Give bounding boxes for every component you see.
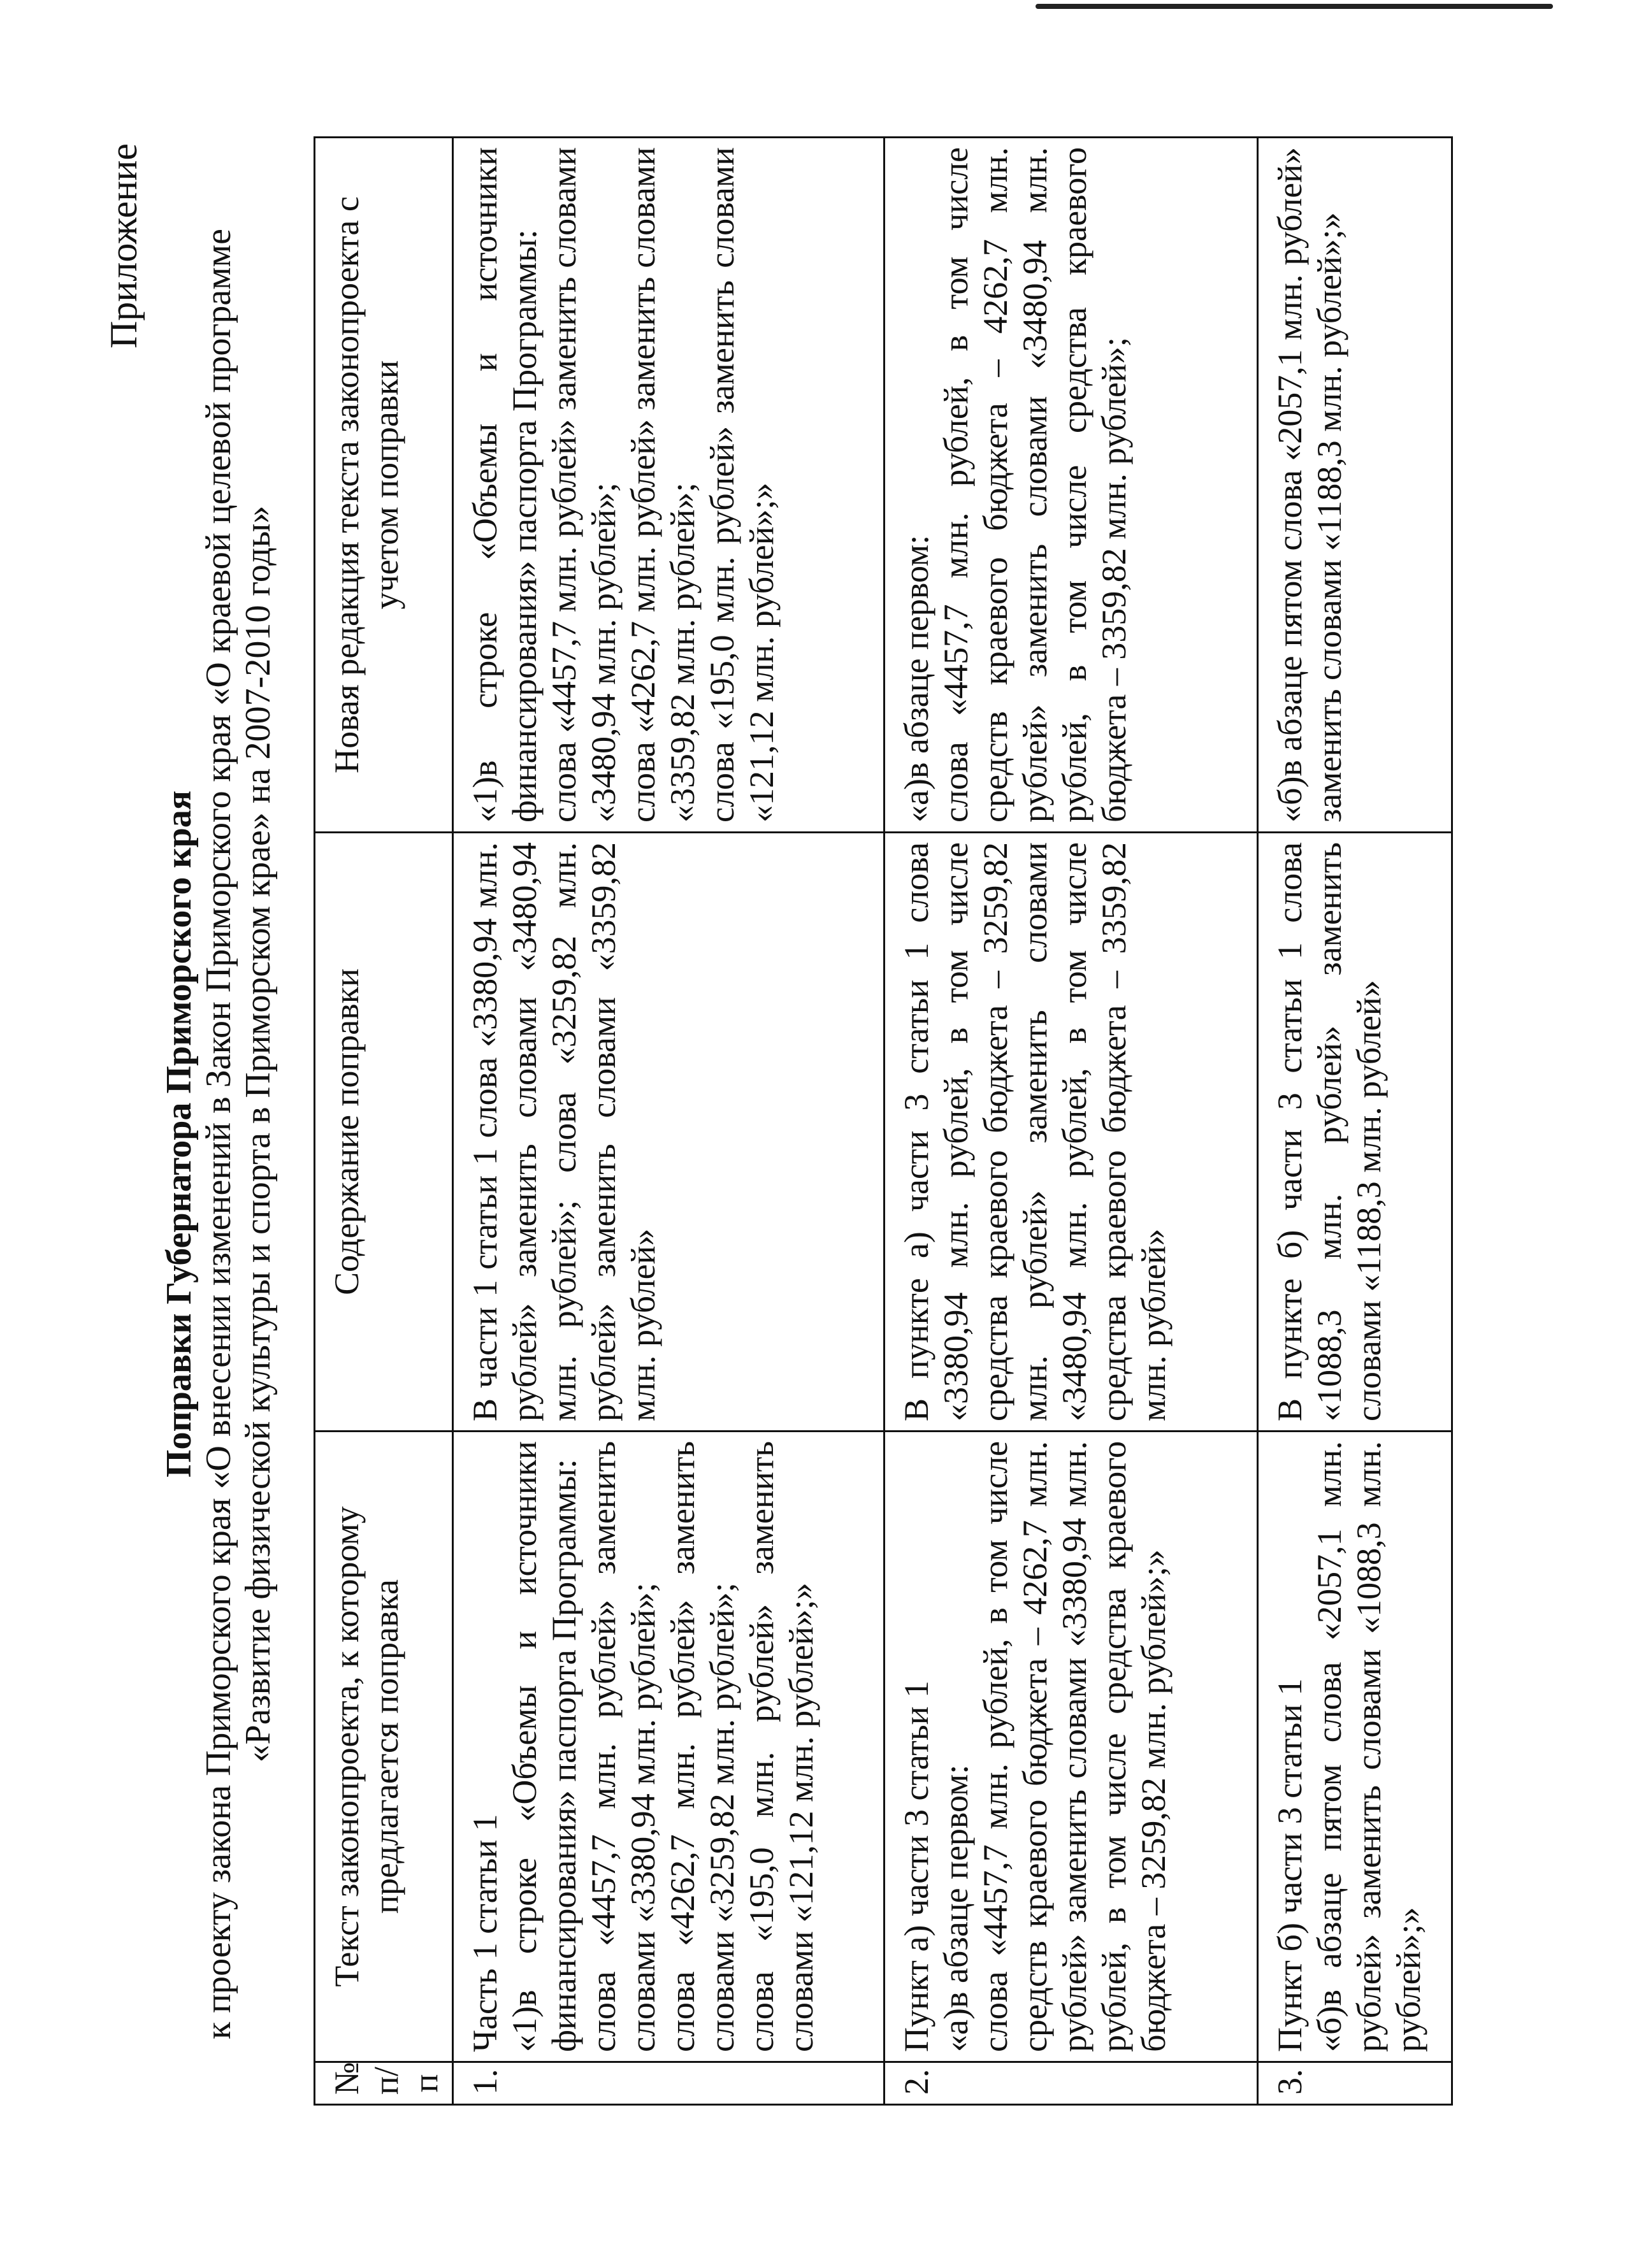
cell-paragraph: «1)в строке «Объемы и источники финансирования» паспорта Программы: [505,1441,583,2052]
table-row [884,138,1258,2105]
table-row [453,138,884,2105]
cell-paragraph: Пункт а) части 3 статьи 1 [897,1681,935,2052]
cell-paragraph: Пункт б) части 3 статьи 1 [1271,1678,1309,2052]
cell-new [453,138,884,833]
cell-paragraph: «б)в абзаце пятом слова «2057,1 млн. рублей» заменить словами «1088,3 млн. рублей»;» [1310,1441,1427,2052]
cell-num: 3. [1258,2062,1452,2105]
header-content: Содержание поправки [315,833,453,1432]
cell-text [884,1432,1258,2062]
cell-paragraph: Часть 1 статьи 1 [466,1814,504,2052]
table-row [1258,138,1452,2105]
cell-paragraph: слова «4457,7 млн. рублей» заменить словами «3480,94 млн. рублей»; [545,147,623,822]
cell-paragraph: слова «195,0 млн. рублей» заменить словами «121,12 млн. рублей»;» [742,1441,820,2052]
cell-new [1258,138,1452,833]
cell-num: 1. [453,2062,884,2105]
cell-paragraph: слова «4457,7 млн. рублей, в том числе средств краевого бюджета – 4262,7 млн. рублей» заменить словами «3380,94 млн. рублей, в том числе средства краевого бюджета – 3259,82 млн. рублей»;» [976,1441,1173,2052]
cell-new [884,138,1258,833]
cell-paragraph: слова «4457,7 млн. рублей, в том числе средств краевого бюджета – 4262,7 млн. рублей» заменить словами «3480,94 млн. рублей, в том числе средства краевого бюджета – 3359,82 млн. рублей»; [937,147,1133,822]
cell-text [1258,1432,1452,2062]
cell-paragraph: В части 1 статьи 1 слова «3380,94 млн. рублей» заменить словами «3480,94 млн. рублей»; слова «3259,82 млн. рублей» заменить словами «3359,82 млн. рублей» [466,842,662,1421]
table-header-row [315,138,453,2105]
cell-paragraph: «а)в абзаце первом: [897,535,935,822]
amendments-table [314,136,1453,2106]
cell-paragraph: слова «4262,7 млн. рублей» заменить словами «3259,82 млн. рублей»; [663,1441,741,2052]
appendix-label: Приложение [103,143,145,349]
cell-content [884,833,1258,1432]
header-new: Новая редакция текста законопроекта с учетом поправки [315,138,453,833]
cell-paragraph: В пункте а) части 3 статьи 1 слова «3380,94 млн. рублей, в том числе средства краевого бюджета – 3259,82 млн. рублей» заменить словами «3480,94 млн. рублей, в том числе средства краевого бюджета – 3359,82 млн. рублей» [897,842,1173,1421]
cell-paragraph: «б)в абзаце пятом слова «2057,1 млн. рублей» заменить словами «1188,3 млн. рублей»;» [1271,147,1348,822]
cell-paragraph: слова «4262,7 млн. рублей» заменить словами «3359,82 млн. рублей»; [624,147,702,822]
header-num: № п/п [315,2062,453,2105]
title-line-3: «Развитие физической культуры и спорта в Приморском крае» на 2007-2010 годы» [238,505,278,1763]
cell-content [1258,833,1452,1432]
cell-paragraph: «а)в абзаце первом: [937,1764,975,2052]
cell-paragraph: В пункте б) части 3 статьи 1 слова «1088,3 млн. рублей» заменить словами «1188,3 млн. рублей» [1271,842,1388,1421]
cell-content [453,833,884,1432]
document-title [159,136,278,2132]
title-line-1: Поправки Губернатора Приморского края [159,790,199,1478]
cell-paragraph: «1)в строке «Объемы и источники финансирования» паспорта Программы: [466,147,544,822]
cell-num: 2. [884,2062,1258,2105]
cell-paragraph: слова «195,0 млн. рублей» заменить словами «121,12 млн. рублей»;» [703,147,781,822]
header-text: Текст законопроекта, к которому предлагается поправка [315,1432,453,2062]
cell-paragraph: слова «4457,7 млн. рублей» заменить словами «3380,94 млн. рублей»; [584,1441,662,2052]
cell-text [453,1432,884,2062]
title-line-2: к проекту закона Приморского края «О внесении изменений в Закон Приморского края «О краевой целевой программе [199,229,238,2039]
